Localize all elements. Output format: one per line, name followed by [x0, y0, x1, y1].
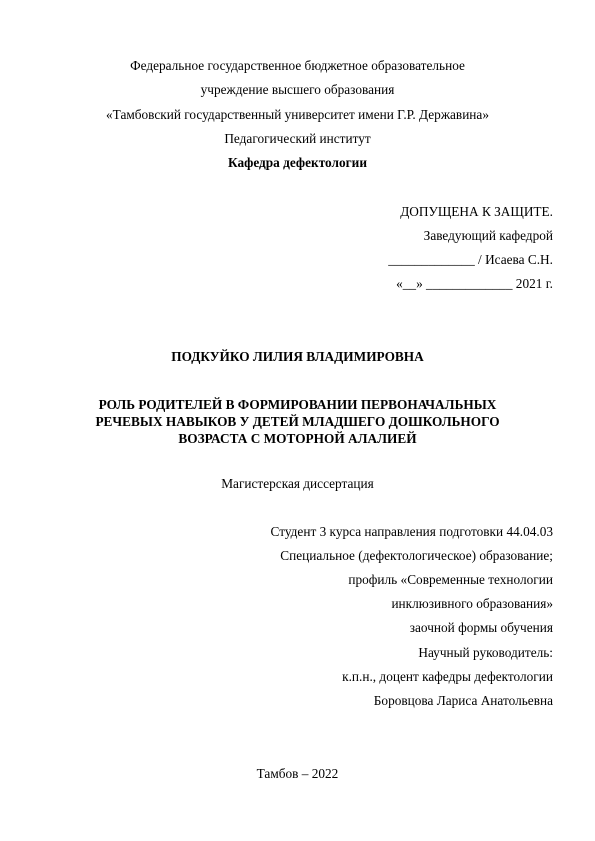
work-type: Магистерская диссертация — [221, 476, 374, 491]
approval-role: Заведующий кафедрой — [423, 228, 553, 243]
student-info-line-4: инклюзивного образования» — [391, 596, 553, 611]
student-info-line-2: Специальное (дефектологическое) образование; — [280, 548, 553, 563]
supervisor-name: Боровцова Лариса Анатольевна — [373, 693, 553, 708]
header-line-1: Федеральное государственное бюджетное образовательное — [130, 58, 465, 73]
supervisor-title: к.п.н., доцент кафедры дефектологии — [342, 669, 553, 684]
thesis-title-line-1: РОЛЬ РОДИТЕЛЕЙ В ФОРМИРОВАНИИ ПЕРВОНАЧАЛЬНЫХ — [98, 397, 497, 412]
institute-name: Педагогический институт — [224, 131, 371, 146]
thesis-title-line-2: РЕЧЕВЫХ НАВЫКОВ У ДЕТЕЙ МЛАДШЕГО ДОШКОЛЬНОГО — [95, 414, 500, 429]
header-line-3: «Тамбовский государственный университет имени Г.Р. Державина» — [106, 107, 489, 122]
approval-title: ДОПУЩЕНА К ЗАЩИТЕ. — [400, 204, 553, 219]
author-name: ПОДКУЙКО ЛИЛИЯ ВЛАДИМИРОВНА — [171, 349, 424, 364]
thesis-title-line-3: ВОЗРАСТА С МОТОРНОЙ АЛАЛИЕЙ — [178, 431, 417, 446]
department-name: Кафедра дефектологии — [228, 155, 367, 170]
supervisor-label: Научный руководитель: — [418, 645, 553, 660]
student-info-line-3: профиль «Современные технологии — [348, 572, 553, 587]
approval-date: «__» _____________ 2021 г. — [396, 276, 553, 291]
student-info-line-1: Студент 3 курса направления подготовки 44.04.03 — [270, 524, 553, 539]
header-line-2: учреждение высшего образования — [200, 82, 395, 97]
city-year: Тамбов – 2022 — [256, 766, 339, 781]
student-info-line-5: заочной формы обучения — [409, 620, 553, 635]
approval-signature: _____________ / Исаева С.Н. — [388, 252, 553, 267]
